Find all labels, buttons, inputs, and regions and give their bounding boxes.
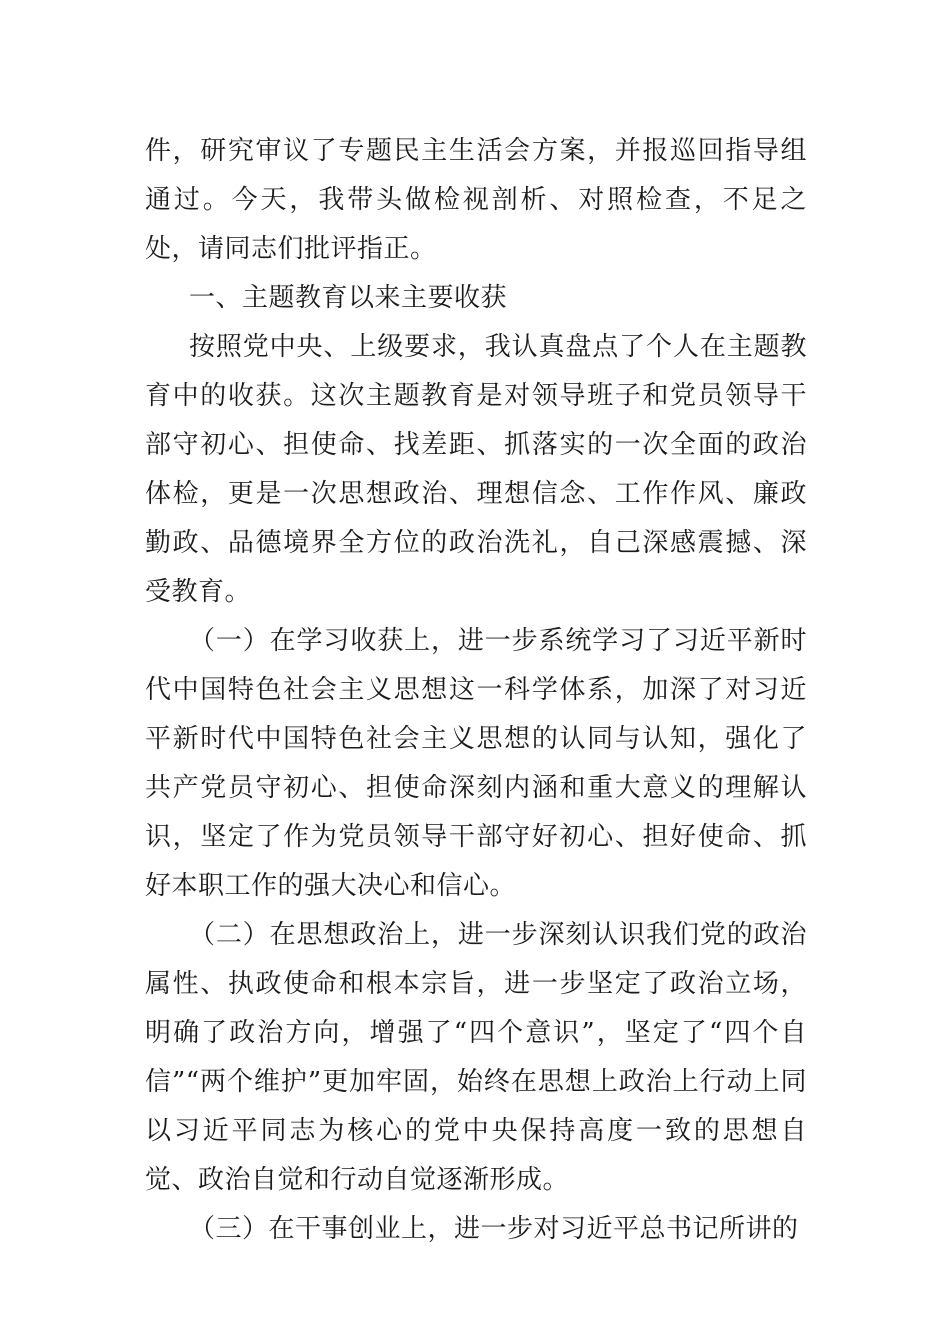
section-heading: 一、主题教育以来主要收获 [189,283,508,313]
body-paragraph: （二）在思想政治上，进一步深刻认识我们党的政治属性、执政使命和根本宗旨，进一步坚定了政治立场，明确了政治方向，增强了“四个意识”，坚定了“四个自信”“两个维护”更加牢固，始终在思想上政治上行动上同以习近平同志为核心的党中央保持高度一致的思想自觉、政治自觉和行动自觉逐渐形成。 [145,920,807,1195]
continuation-paragraph: 件，研究审议了专题民主生活会方案，并报巡回指导组通过。今天，我带头做检视剖析、对照检查，不足之处，请同志们批评指正。 [145,136,807,264]
document-body [145,127,807,1254]
body-paragraph: 按照党中央、上级要求，我认真盘点了个人在主题教育中的收获。这次主题教育是对领导班子和党员领导干部守初心、担使命、找差距、抓落实的一次全面的政治体检，更是一次思想政治、理想信念、工作作风、廉政勤政、品德境界全方位的政治洗礼，自己深感震撼、深受教育。 [145,332,807,607]
body-paragraph: （三）在干事创业上，进一步对习近平总书记所讲的 [189,1214,799,1244]
body-paragraph: （一）在学习收获上，进一步系统学习了习近平新时代中国特色社会主义思想这一科学体系，加深了对习近平新时代中国特色社会主义思想的认同与认知，强化了共产党员守初心、担使命深刻内涵和重大意义的理解认识，坚定了作为党员领导干部守好初心、担好使命、抓好本职工作的强大决心和信心。 [145,626,807,901]
